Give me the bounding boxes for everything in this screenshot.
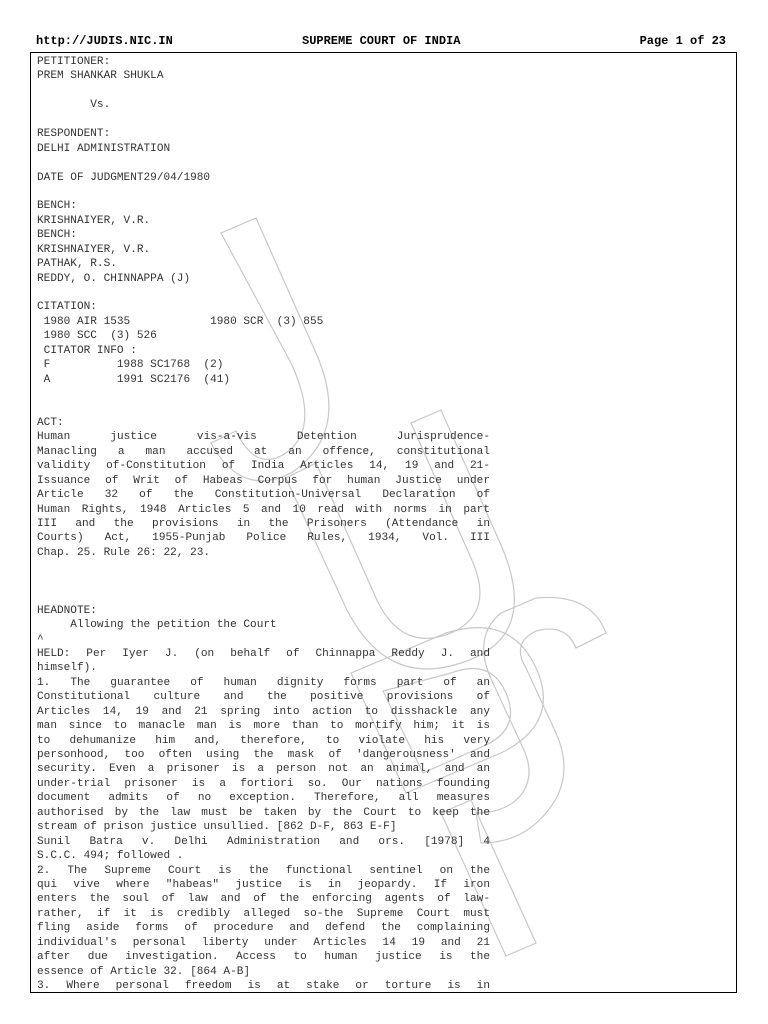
text-line: under-trial prisoner is a fortiori so. Our nations founding — [37, 777, 490, 790]
text-line: 3. Where personal freedom is at stake or torture is in — [37, 980, 490, 992]
court-name: SUPREME COURT OF INDIA — [302, 34, 461, 48]
text-line — [37, 575, 490, 589]
text-line: KRISHNAIYER, V.R. — [37, 243, 151, 256]
text-line: Manacling a man accused at an offence, constitutional — [37, 445, 490, 458]
text-line: enters the soul of law and of the enforcing agents of law- — [37, 893, 490, 906]
text-line: A 1991 SC2176 (41) — [37, 373, 231, 386]
page-header — [36, 34, 726, 50]
text-line: essence of Article 32. [864 A-B] — [37, 965, 251, 978]
text-line: PATHAK, R.S. — [37, 258, 117, 271]
text-line: BENCH: — [37, 229, 77, 242]
text-line — [37, 560, 490, 574]
text-line: individual's personal liberty under Articles 14 19 and 21 — [37, 936, 490, 949]
text-line: man since to manacle man is more than to mortify him; it is — [37, 720, 490, 733]
text-line: ^ — [37, 633, 44, 646]
text-line: RESPONDENT: — [37, 128, 111, 141]
text-line: ACT: — [37, 416, 64, 429]
text-line: PREM SHANKAR SHUKLA — [37, 70, 164, 83]
text-line: Constitutional culture and the positive provisions of — [37, 691, 490, 704]
text-line: 1980 AIR 1535 1980 SCR (3) 855 — [37, 315, 324, 328]
text-line: Human Rights, 1948 Articles 5 and 10 read with norms in part — [37, 503, 490, 516]
text-line: III and the provisions in the Prisoners (Attendance in — [37, 518, 490, 530]
text-line — [37, 286, 490, 300]
text-line: fling aside forms of procedure and defend the complaining — [37, 922, 490, 935]
text-line: security. Even a prisoner is a person not an animal, and an — [37, 763, 490, 776]
text-line: Courts) Act, 1955-Punjab Police Rules, 1934, Vol. III — [37, 532, 490, 545]
text-line: BENCH: — [37, 200, 77, 213]
text-line — [37, 84, 490, 98]
text-line: HELD: Per Iyer J. (on behalf of Chinnappa Reddy J. and — [37, 647, 490, 660]
text-line: Article 32 of the Constitution-Universal Declaration of — [37, 489, 490, 502]
text-line: KRISHNAIYER, V.R. — [37, 214, 151, 227]
text-line: Sunil Batra v. Delhi Administration and ors. [1978] 4 — [37, 835, 490, 848]
text-line: himself). — [37, 662, 97, 675]
text-line: PETITIONER: — [37, 56, 111, 68]
page-number: Page 1 of 23 — [639, 34, 726, 48]
text-line: 1. The guarantee of human dignity forms part of an — [37, 676, 490, 689]
text-line: stream of prison justice unsullied. [862 D-F, 863 E-F] — [37, 821, 397, 834]
judgment-frame — [30, 52, 737, 993]
text-line: document admits of no exception. Therefore, all measures — [37, 792, 490, 805]
text-line — [37, 113, 490, 127]
text-line: Issuance of Writ of Habeas Corpus for human Justice under — [37, 474, 490, 487]
text-line: personhood, too often using the mask of 'dangerousness' and — [37, 749, 490, 761]
text-line: CITATOR INFO : — [37, 344, 137, 357]
text-line: Articles 14, 19 and 21 spring into action to disshackle any — [37, 705, 490, 718]
text-line: Vs. — [37, 99, 111, 112]
text-line — [37, 185, 490, 199]
text-line: 1980 SCC (3) 526 — [37, 330, 157, 343]
text-line: authorised by the law must be taken by the Court to keep the — [37, 806, 490, 819]
site-url[interactable]: http://JUDIS.NIC.IN — [36, 34, 173, 48]
text-line: HEADNOTE: — [37, 604, 97, 617]
text-line: to dehumanize him and, therefore, to violate his very — [37, 734, 490, 747]
text-line: after due investigation. Access to human justice is the — [37, 951, 490, 964]
text-line — [37, 156, 490, 170]
text-line: 2. The Supreme Court is the functional sentinel on the — [37, 864, 490, 877]
text-line — [37, 589, 490, 603]
text-line: Allowing the petition the Court — [37, 619, 277, 632]
text-line — [37, 387, 490, 401]
text-line: Chap. 25. Rule 26: 22, 23. — [37, 546, 211, 559]
text-line: DELHI ADMINISTRATION — [37, 142, 171, 155]
text-line: CITATION: — [37, 301, 97, 314]
text-line — [37, 402, 490, 416]
text-line: rather, if it is credibly alleged so-the Supreme Court must — [37, 907, 490, 920]
text-line: validity of-Constitution of India Articles 14, 19 and 21- — [37, 460, 490, 473]
text-line: DATE OF JUDGMENT29/04/1980 — [37, 171, 211, 184]
text-line: qui vive where "habeas" justice is in jeopardy. If iron — [37, 878, 490, 891]
judgment-text — [37, 55, 490, 993]
text-line: S.C.C. 494; followed . — [37, 850, 184, 863]
text-line: REDDY, O. CHINNAPPA (J) — [37, 272, 191, 285]
text-line: F 1988 SC1768 (2) — [37, 359, 224, 372]
text-line: Human justice vis-a-vis Detention Jurisprudence- — [37, 431, 490, 444]
